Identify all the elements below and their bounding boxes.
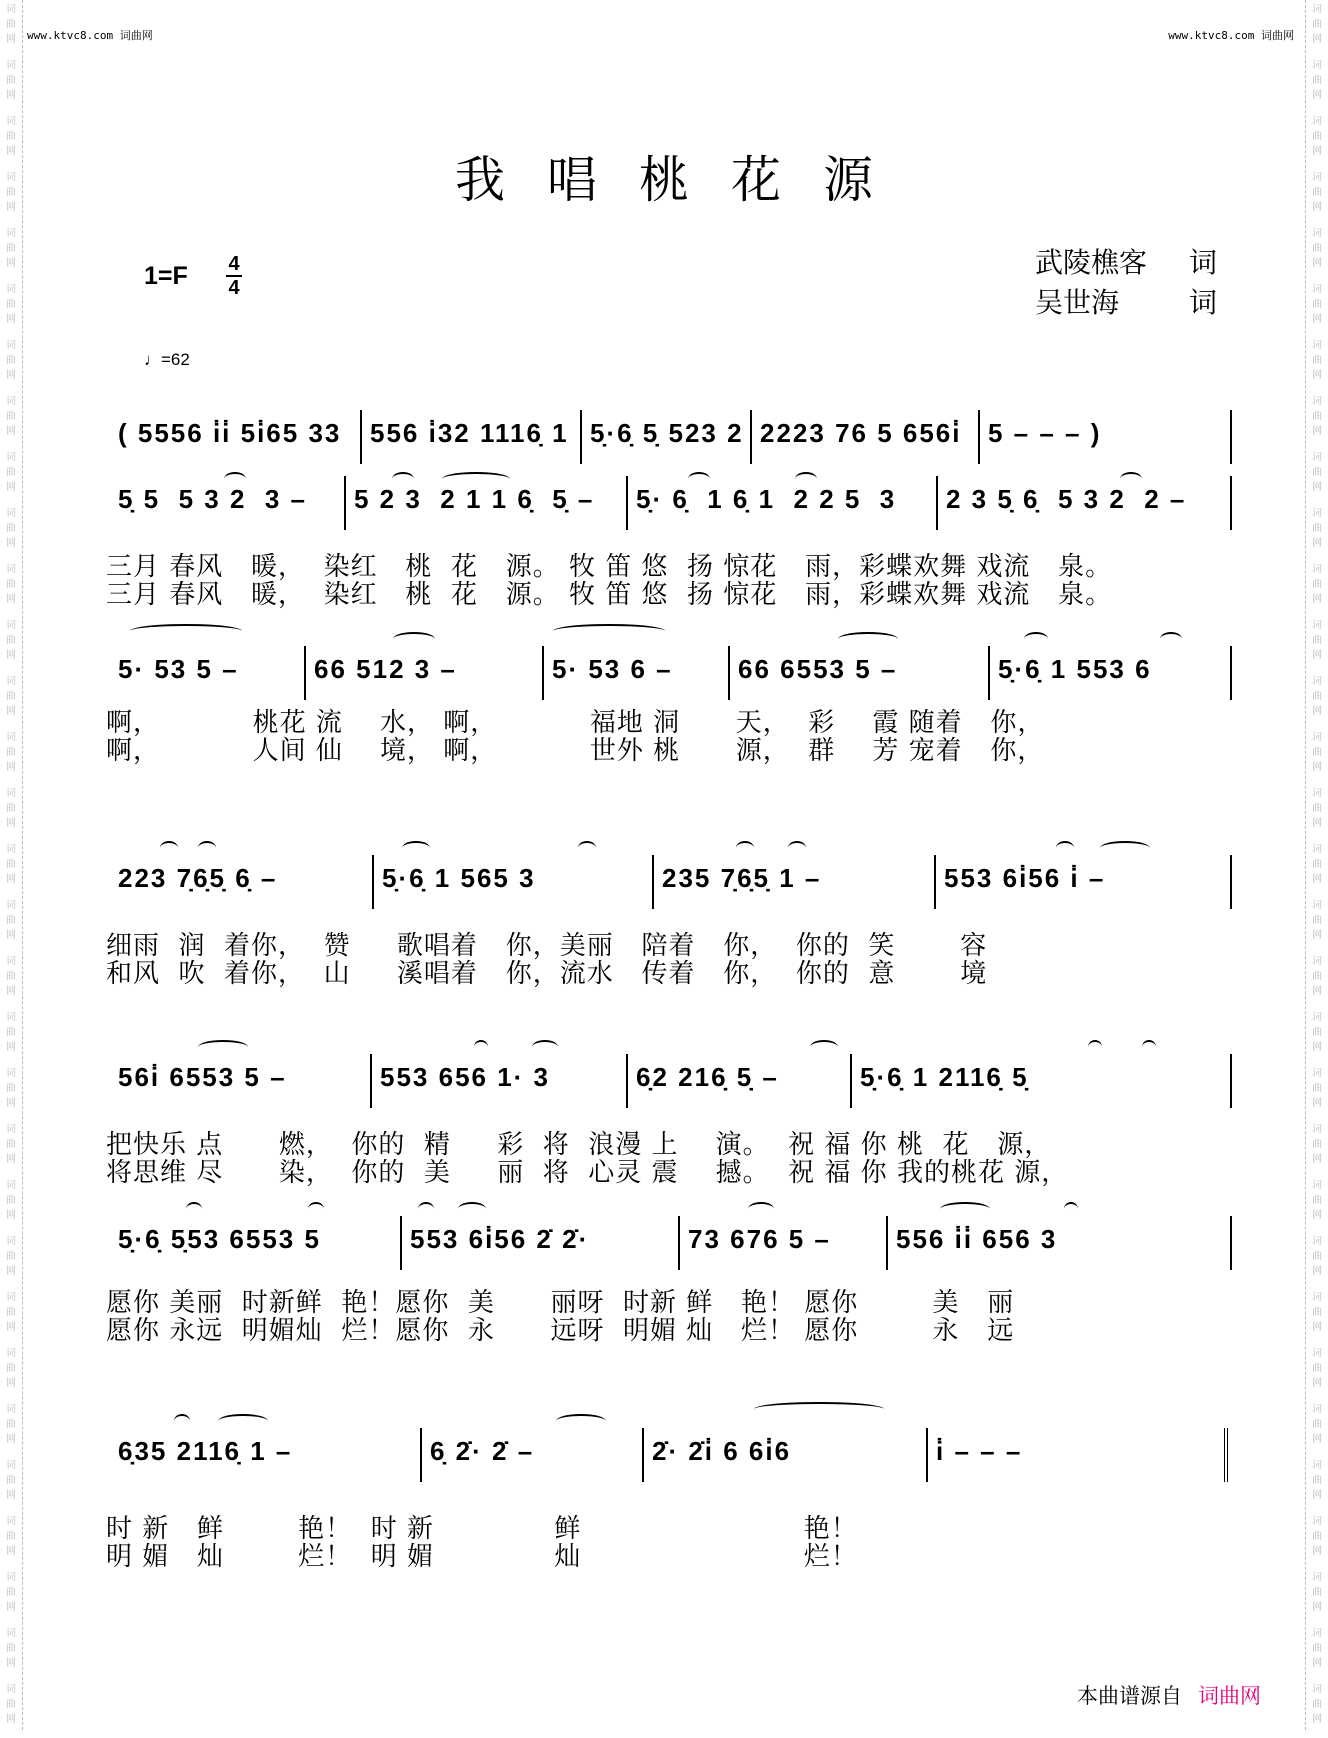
measure: 556 i̇32 1116̣ 1 xyxy=(370,418,569,448)
lyric-verse-1: 把快乐 点 燃， 你的 精 彩 将 浪漫 上 演。 祝 福 你 桃 花 源， xyxy=(106,1130,1052,1160)
slur xyxy=(1064,1202,1078,1216)
watermark-glyph: 词 曲 网 xyxy=(1312,1684,1322,1725)
watermark-glyph: 词 曲 网 xyxy=(1312,1236,1322,1277)
watermark-glyph: 词 曲 网 xyxy=(6,788,16,829)
measure: 5̣·6̣ 1 553 6 xyxy=(998,654,1152,684)
slur xyxy=(1100,841,1150,855)
lyric-verse-2: 愿你 永远 明媚灿 烂！愿你 永 远呀 明媚 灿 烂！ 愿你 永 远 xyxy=(106,1316,1015,1346)
watermark-glyph: 词 曲 网 xyxy=(6,1012,16,1053)
credit-lyricist xyxy=(1035,243,1217,283)
staff-system-4 xyxy=(106,855,1234,989)
slur xyxy=(556,1414,606,1428)
measure: 56i̇ 6553 5 – xyxy=(118,1062,287,1092)
slur xyxy=(810,1040,838,1054)
watermark-glyph: 词 曲 网 xyxy=(1312,788,1322,829)
watermark-glyph: 词 曲 网 xyxy=(6,172,16,213)
slur xyxy=(1160,632,1182,646)
measure: 5̣·6̣ 5̣53 6553 5 xyxy=(118,1224,321,1254)
slur xyxy=(1088,1040,1102,1054)
barline xyxy=(728,646,730,700)
barline xyxy=(978,410,980,464)
barline xyxy=(652,855,654,909)
header-site-left: www.ktvc8.com 词曲网 xyxy=(27,29,153,42)
watermark-glyph: 词 曲 网 xyxy=(1312,1124,1322,1165)
credits xyxy=(1035,243,1217,323)
barline xyxy=(1230,1216,1232,1270)
key-signature: 1=F xyxy=(144,262,188,290)
barline xyxy=(750,410,752,464)
slur xyxy=(218,1414,268,1428)
watermark-glyph: 词 曲 网 xyxy=(1312,60,1322,101)
barline xyxy=(360,410,362,464)
barline xyxy=(1230,855,1232,909)
watermark-glyph: 词 曲 网 xyxy=(6,956,16,997)
time-signature-top: 4 xyxy=(228,253,240,275)
time-signature-bottom: 4 xyxy=(228,277,240,299)
watermark-glyph: 词 曲 网 xyxy=(1312,116,1322,157)
credit-composer xyxy=(1035,283,1217,323)
lyric-verse-1: 啊， 桃花 流 水， 啊， 福地 洞 天， 彩 霞 随着 你， xyxy=(106,708,1045,738)
barline xyxy=(372,855,374,909)
header-site-right: www.ktvc8.com 词曲网 xyxy=(1168,29,1294,42)
measure: 5̣·6̣ 5̣ 523 2 xyxy=(590,418,744,448)
barline xyxy=(936,476,938,530)
footer-brand-link[interactable]: 词曲网 xyxy=(1198,1684,1261,1708)
measure: 235 7̣6̣5̣ 1 – xyxy=(662,863,822,893)
measure: 6̣2 216̣ 5̣ – xyxy=(636,1062,779,1092)
barline xyxy=(370,1054,372,1108)
slur xyxy=(578,841,596,855)
barline xyxy=(626,1054,628,1108)
measure: 66 6553 5 – xyxy=(738,654,898,684)
barline xyxy=(642,1428,644,1482)
lyric-verse-2: 将思维 尽 染， 你的 美 丽 将 心灵 震 撼。 祝 福 你 我的桃花 源， xyxy=(106,1158,1069,1188)
slur xyxy=(1056,841,1074,855)
barline xyxy=(626,476,628,530)
watermark-glyph: 词 曲 网 xyxy=(1312,676,1322,717)
slur xyxy=(308,1202,324,1216)
measure: 5 2 3 2 1 1 6̣ 5̣ – xyxy=(354,484,595,514)
watermark-glyph: 词 曲 网 xyxy=(1312,340,1322,381)
staff-system-7 xyxy=(106,1428,1234,1572)
watermark-glyph: 词 曲 网 xyxy=(6,284,16,325)
watermark-glyph: 词 曲 网 xyxy=(6,508,16,549)
lyric-verse-1: 愿你 美丽 时新鲜 艳！愿你 美 丽呀 时新 鲜 艳！ 愿你 美 丽 xyxy=(106,1288,1015,1318)
slur xyxy=(174,1414,190,1428)
measure: 6̣ 2̇· 2̇ – xyxy=(430,1436,535,1466)
barline xyxy=(1230,476,1232,530)
lyric-verse-1: 时 新 鲜 艳！ 时 新 鲜 艳！ xyxy=(106,1514,858,1544)
watermark-glyph: 词 曲 网 xyxy=(1312,564,1322,605)
lyric-verse-2: 三月 春风 暖， 染红 桃 花 源。 牧 笛 悠 扬 惊花 雨，彩蝶欢舞 戏流 泉。 xyxy=(106,580,1113,610)
watermark-glyph: 词 曲 网 xyxy=(1312,1460,1322,1501)
slur xyxy=(940,1202,990,1216)
watermark-glyph: 词 曲 网 xyxy=(1312,508,1322,549)
barline xyxy=(1230,410,1232,464)
slur xyxy=(838,632,898,646)
measure: 5̣·6̣ 1 2116̣ 5̣ xyxy=(860,1062,1029,1092)
watermark-glyph: 词 曲 网 xyxy=(6,452,16,493)
credit-role: 词 xyxy=(1188,286,1217,319)
lyric-verse-2: 和风 吹 着你， 山 溪唱着 你，流水 传着 你， 你的 意 境 xyxy=(106,959,988,989)
watermark-glyph: 词 曲 网 xyxy=(6,620,16,661)
watermark-glyph: 词 曲 网 xyxy=(6,564,16,605)
measure: 553 6i̇56 2̇ 2̇· xyxy=(410,1224,590,1254)
watermark-glyph: 词 曲 网 xyxy=(1312,1404,1322,1445)
measure: 5̣·6̣ 1 565 3 xyxy=(382,863,536,893)
barline xyxy=(988,646,990,700)
barline xyxy=(344,476,346,530)
slur xyxy=(130,624,242,638)
watermark-glyph: 词 曲 网 xyxy=(6,900,16,941)
watermark-glyph: 词 曲 网 xyxy=(1312,228,1322,269)
watermark-glyph: 词 曲 网 xyxy=(1312,1292,1322,1333)
watermark-glyph: 词 曲 网 xyxy=(1312,844,1322,885)
watermark-glyph: 词 曲 网 xyxy=(6,1516,16,1557)
measure: 5̣· 6̣ 1 6̣ 1 2 2 5 3 xyxy=(636,484,897,514)
slur xyxy=(754,1402,884,1416)
watermark-glyph: 词 曲 网 xyxy=(1312,900,1322,941)
measure: 6̣35 2116̣ 1 – xyxy=(118,1436,293,1466)
slur xyxy=(736,841,754,855)
barline xyxy=(420,1428,422,1482)
final-barline xyxy=(1224,1428,1232,1482)
slur xyxy=(748,1202,774,1216)
watermark-glyph: 词 曲 网 xyxy=(6,1124,16,1165)
watermark-glyph: 词 曲 网 xyxy=(6,4,16,45)
barline xyxy=(580,410,582,464)
measure: 2̇· 2̇i̇ 6 6i̇6 xyxy=(652,1436,792,1466)
watermark-glyph: 词 曲 网 xyxy=(6,60,16,101)
watermark-glyph: 词 曲 网 xyxy=(6,1292,16,1333)
staff-system-2 xyxy=(106,476,1234,610)
barline xyxy=(542,646,544,700)
staff-system-3 xyxy=(106,646,1234,766)
watermark-glyph: 词 曲 网 xyxy=(6,1572,16,1613)
measure: i̇ – – – xyxy=(936,1436,1023,1466)
slur xyxy=(186,1202,202,1216)
tempo-marking: ♩=62 xyxy=(144,350,190,369)
slur xyxy=(1142,1040,1156,1054)
watermark-glyph: 词 曲 网 xyxy=(6,1068,16,1109)
watermark-glyph: 词 曲 网 xyxy=(1312,1068,1322,1109)
footer-source xyxy=(1077,1680,1261,1710)
credit-name: 吴世海 xyxy=(1035,286,1120,319)
barline xyxy=(1230,646,1232,700)
credit-role: 词 xyxy=(1188,246,1217,279)
lyric-verse-1: 细雨 润 着你， 赞 歌唱着 你，美丽 陪着 你， 你的 笑 容 xyxy=(106,931,988,961)
watermark-glyph: 词 曲 网 xyxy=(6,116,16,157)
measure: 553 656 1· 3 xyxy=(380,1062,551,1092)
barline xyxy=(926,1428,928,1482)
watermark-glyph: 词 曲 网 xyxy=(1312,1516,1322,1557)
measure: 5̣ 5 5 3 2 3 – xyxy=(118,484,308,514)
slur xyxy=(393,632,435,646)
lyric-verse-2: 啊， 人间 仙 境， 啊， 世外 桃 源， 群 芳 宠着 你， xyxy=(106,736,1045,766)
slur xyxy=(198,1040,248,1054)
slur xyxy=(418,1202,434,1216)
watermark-glyph: 词 曲 网 xyxy=(1312,452,1322,493)
staff-system-5 xyxy=(106,1054,1234,1188)
watermark-glyph: 词 曲 网 xyxy=(1312,956,1322,997)
slur xyxy=(553,624,665,638)
footer-prefix: 本曲谱源自 xyxy=(1077,1684,1182,1708)
watermark-glyph: 词 曲 网 xyxy=(6,844,16,885)
watermark-glyph: 词 曲 网 xyxy=(1312,284,1322,325)
watermark-glyph: 词 曲 网 xyxy=(1312,1012,1322,1053)
watermark-glyph: 词 曲 网 xyxy=(6,340,16,381)
watermark-glyph: 词 曲 网 xyxy=(6,396,16,437)
watermark-glyph: 词 曲 网 xyxy=(6,228,16,269)
song-title: 我唱桃花源 xyxy=(455,151,915,209)
measure: 73 676 5 – xyxy=(688,1224,831,1254)
barline xyxy=(304,646,306,700)
measure: 553 6i̇56 i̇ – xyxy=(944,863,1106,893)
lyric-verse-1: 三月 春风 暖， 染红 桃 花 源。 牧 笛 悠 扬 惊花 雨，彩蝶欢舞 戏流 泉。 xyxy=(106,552,1113,582)
measure: 2 3 5̣ 6̣ 5 3 2 2 – xyxy=(946,484,1187,514)
barline xyxy=(678,1216,680,1270)
watermark-glyph: 词 曲 网 xyxy=(1312,732,1322,773)
slur xyxy=(532,1040,558,1054)
watermark-glyph: 词 曲 网 xyxy=(6,1404,16,1445)
measure: 2223 76 5 656i̇ xyxy=(760,418,962,448)
staff-system-1 xyxy=(118,410,1234,470)
watermark-glyph: 词 曲 网 xyxy=(6,1236,16,1277)
watermark-glyph: 词 曲 网 xyxy=(1312,4,1322,45)
slur xyxy=(1024,632,1048,646)
barline xyxy=(886,1216,888,1270)
slur xyxy=(198,841,216,855)
measure: 223 7̣6̣5̣ 6̣ – xyxy=(118,863,278,893)
measure: 5 – – – ) xyxy=(988,418,1102,448)
right-margin-watermark-strip xyxy=(1305,0,1328,1730)
barline xyxy=(850,1054,852,1108)
barline xyxy=(400,1216,402,1270)
watermark-glyph: 词 曲 网 xyxy=(6,1460,16,1501)
watermark-glyph: 词 曲 网 xyxy=(1312,396,1322,437)
left-margin-watermark-strip xyxy=(0,0,23,1730)
watermark-glyph: 词 曲 网 xyxy=(6,1628,16,1669)
watermark-glyph: 词 曲 网 xyxy=(1312,1180,1322,1221)
watermark-glyph: 词 曲 网 xyxy=(1312,1348,1322,1389)
watermark-glyph: 词 曲 网 xyxy=(6,732,16,773)
barline xyxy=(934,855,936,909)
credit-name: 武陵樵客 xyxy=(1035,246,1148,279)
measure: 66 512 3 – xyxy=(314,654,457,684)
watermark-glyph: 词 曲 网 xyxy=(1312,172,1322,213)
watermark-glyph: 词 曲 网 xyxy=(6,1684,16,1725)
time-signature xyxy=(226,254,242,298)
slur xyxy=(474,1040,488,1054)
barline xyxy=(1230,1054,1232,1108)
watermark-glyph: 词 曲 网 xyxy=(6,1180,16,1221)
watermark-glyph: 词 曲 网 xyxy=(1312,1628,1322,1669)
lyric-verse-2: 明 媚 灿 烂！ 明 媚 灿 烂！ xyxy=(106,1542,858,1572)
watermark-glyph: 词 曲 网 xyxy=(1312,1572,1322,1613)
staff-system-6 xyxy=(106,1216,1234,1346)
measure: 556 i̇i̇ 656 3 xyxy=(896,1224,1058,1254)
measure: ( 5556 i̇i̇ 5i̇65 33 xyxy=(118,418,342,448)
slur xyxy=(458,1202,486,1216)
watermark-glyph: 词 曲 网 xyxy=(6,676,16,717)
measure: 5· 53 6 – xyxy=(552,654,673,684)
slur xyxy=(160,841,178,855)
watermark-glyph: 词 曲 网 xyxy=(6,1348,16,1389)
measure: 5· 53 5 – xyxy=(118,654,239,684)
slur xyxy=(402,841,430,855)
slur xyxy=(788,841,806,855)
watermark-glyph: 词 曲 网 xyxy=(1312,620,1322,661)
